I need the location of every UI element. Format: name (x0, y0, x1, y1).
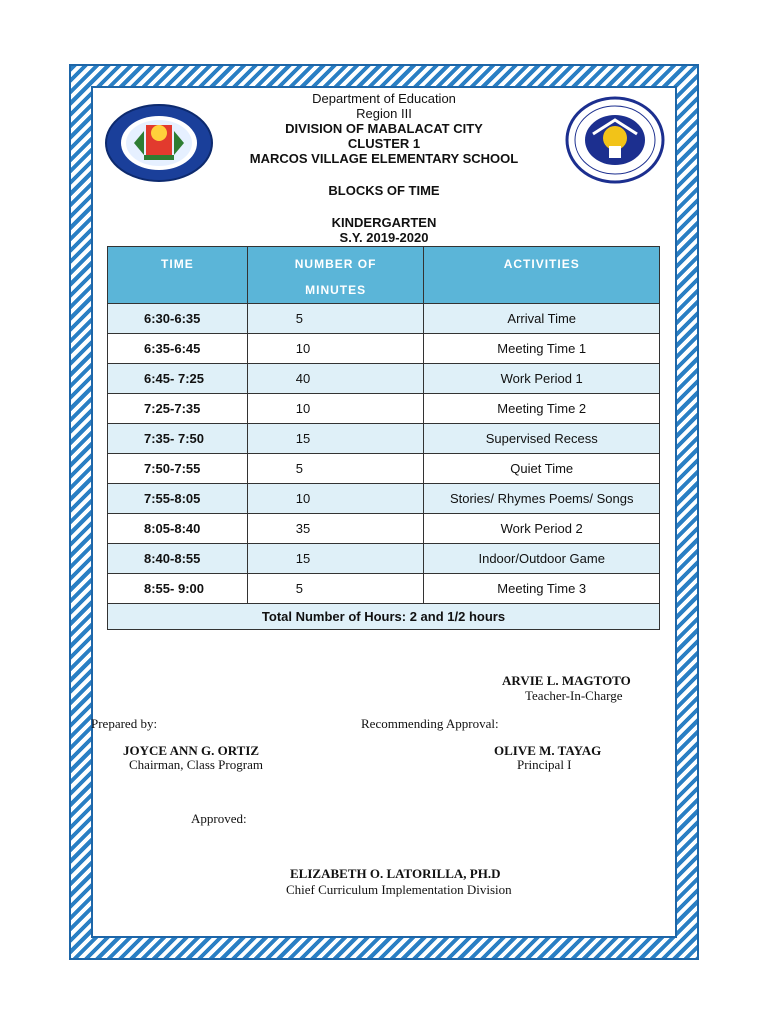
header-minutes-line2: MINUTES (305, 283, 367, 297)
table-row (108, 364, 660, 394)
time-cell: 7:50-7:55 (108, 454, 248, 484)
minutes-cell: 10 (247, 484, 424, 514)
schedule-table (107, 246, 660, 630)
teacher-name: ARVIE L. MAGTOTO (502, 673, 631, 688)
approved-label: Approved: (191, 811, 247, 826)
time-cell: 6:30-6:35 (108, 304, 248, 334)
time-cell: 6:45- 7:25 (108, 364, 248, 394)
teacher-title: Teacher-In-Charge (525, 688, 623, 703)
table-row (108, 484, 660, 514)
time-cell: 6:35-6:45 (108, 334, 248, 364)
header-activities: ACTIVITIES (424, 247, 660, 304)
minutes-cell: 5 (247, 574, 424, 604)
document-header (0, 91, 768, 245)
table-row (108, 394, 660, 424)
time-cell: 7:35- 7:50 (108, 424, 248, 454)
minutes-cell: 5 (247, 304, 424, 334)
table-row (108, 544, 660, 574)
total-row (108, 604, 660, 630)
table-row (108, 424, 660, 454)
activity-cell: Work Period 1 (424, 364, 660, 394)
time-cell: 7:25-7:35 (108, 394, 248, 424)
minutes-cell: 15 (247, 544, 424, 574)
table-row (108, 334, 660, 364)
table-row (108, 304, 660, 334)
header-minutes-line1: NUMBER OF (294, 257, 377, 271)
minutes-cell: 10 (247, 394, 424, 424)
activity-cell: Stories/ Rhymes Poems/ Songs (424, 484, 660, 514)
time-cell: 7:55-8:05 (108, 484, 248, 514)
time-cell: 8:55- 9:00 (108, 574, 248, 604)
recommending-name: OLIVE M. TAYAG (494, 743, 602, 758)
header-time: TIME (108, 247, 248, 304)
prepared-by-name: JOYCE ANN G. ORTIZ (123, 743, 260, 758)
school-year: S.Y. 2019-2020 (339, 230, 429, 245)
minutes-cell: 35 (247, 514, 424, 544)
activity-cell: Quiet Time (424, 454, 660, 484)
header-minutes (247, 247, 424, 304)
time-cell: 8:40-8:55 (108, 544, 248, 574)
cluster-line: CLUSTER 1 (347, 136, 421, 151)
activity-cell: Arrival Time (424, 304, 660, 334)
grade-level: KINDERGARTEN (331, 215, 437, 230)
table-header-row (108, 247, 660, 304)
minutes-cell: 40 (247, 364, 424, 394)
minutes-cell: 15 (247, 424, 424, 454)
minutes-cell: 10 (247, 334, 424, 364)
total-hours: Total Number of Hours: 2 and 1/2 hours (108, 604, 660, 630)
recommending-title: Principal I (517, 757, 572, 772)
activity-cell: Indoor/Outdoor Game (424, 544, 660, 574)
minutes-cell: 5 (247, 454, 424, 484)
activity-cell: Meeting Time 3 (424, 574, 660, 604)
table-row (108, 514, 660, 544)
activity-cell: Work Period 2 (424, 514, 660, 544)
school-name: MARCOS VILLAGE ELEMENTARY SCHOOL (249, 151, 519, 166)
table-row (108, 454, 660, 484)
approved-title: Chief Curriculum Implementation Division (286, 882, 512, 897)
document-title: BLOCKS OF TIME (328, 183, 440, 198)
prepared-by-title: Chairman, Class Program (129, 757, 263, 772)
recommending-approval-label: Recommending Approval: (361, 716, 499, 731)
activity-cell: Meeting Time 2 (424, 394, 660, 424)
activity-cell: Meeting Time 1 (424, 334, 660, 364)
prepared-by-label: Prepared by: (91, 716, 158, 731)
department-line: Department of Education (312, 91, 456, 106)
time-cell: 8:05-8:40 (108, 514, 248, 544)
division-line: DIVISION OF MABALACAT CITY (285, 121, 483, 136)
region-line: Region III (356, 106, 412, 121)
approved-name: ELIZABETH O. LATORILLA, PH.D (290, 866, 501, 881)
table-row (108, 574, 660, 604)
activity-cell: Supervised Recess (424, 424, 660, 454)
